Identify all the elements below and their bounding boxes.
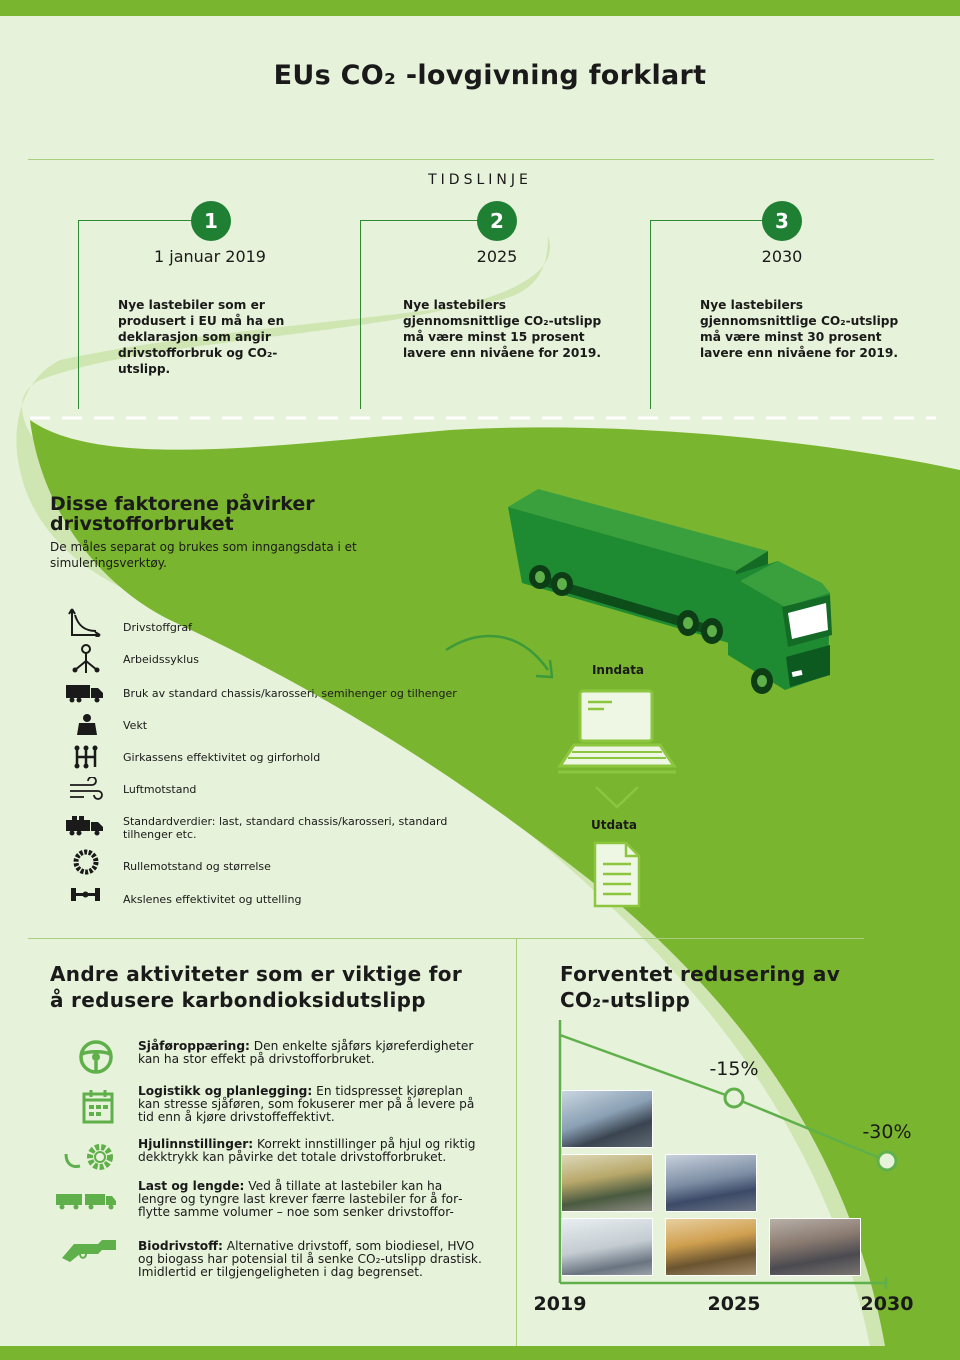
activity-body: Alternative drivstoff, som biodiesel, HVO og biogass har potensial til å senke CO₂-utslipp drastisk. Imidlertid er tilgjengeligheten i dag begrenset. (138, 1239, 482, 1279)
wind-icon (68, 777, 104, 803)
factor-label: Girkassens effektivitet og girforhold (123, 751, 321, 764)
list-item (50, 1084, 490, 1132)
factor-label: Bruk av standard chassis/karosseri, semihenger og tilhenger (123, 687, 457, 700)
calendar-icon (82, 1088, 114, 1124)
reduction-chart (530, 1015, 940, 1335)
activity-body: Den enkelte sjåførs kjøreferdigheter kan ha stor effekt på drivstofforbruket. (138, 1039, 474, 1066)
step-number-2: 2 (477, 201, 517, 241)
step-date-2: 2025 (476, 247, 518, 266)
page-title: EUs CO₂ -lovgivning forklart (273, 60, 707, 91)
chevron-down-icon (594, 785, 640, 811)
x-tick-label: 2025 (707, 1293, 761, 1315)
data-point (878, 1152, 896, 1170)
factors-title: Disse faktorene påvirker drivstofforbruket (50, 493, 315, 535)
step-text-2: Nye lastebilers gjennomsnittlige CO₂-utslipp må være minst 15 prosent lavere enn nivåene for 2019. (403, 298, 602, 360)
factor-label: Akslenes effektivitet og uttelling (123, 893, 302, 906)
truck-icon (66, 683, 104, 703)
factor-label: Arbeidssyklus (123, 653, 199, 666)
timeline-label: TIDSLINJE (428, 172, 532, 188)
factor-label: Rullemotstand og størrelse (123, 860, 271, 873)
steering-wheel-icon (78, 1039, 114, 1075)
data-label: -30% (862, 1121, 912, 1143)
step-number-3: 3 (762, 201, 802, 241)
activity-body: En tidspresset kjøreplan kan stresse sjåføren, som fokuserer mer på å levere på tid enn å kjøre drivstoffeffektivt. (138, 1084, 475, 1124)
activity-heading: Sjåføroppæring: (138, 1039, 250, 1053)
list-item (66, 777, 466, 803)
step-number-1: 1 (191, 201, 231, 241)
data-label: -15% (709, 1058, 759, 1080)
input-label: Inndata (591, 663, 645, 677)
x-tick-label: 2030 (860, 1293, 914, 1315)
list-item (50, 1138, 490, 1178)
factors-subtitle: De måles separat og brukes som inngangsdata i et simuleringsverktøy. (50, 540, 357, 570)
activity-text (138, 1240, 483, 1279)
gearshift-icon (74, 745, 100, 769)
step-text-1: Nye lastebiler som er produsert i EU må ha en deklarasjon som angir drivstofforbruk og CO₂-utslipp. (118, 298, 285, 376)
list-item (66, 745, 466, 771)
x-tick-label: 2019 (533, 1293, 587, 1315)
factor-label: Luftmotstand (123, 783, 197, 796)
activities-title: Andre aktiviteter som er viktige for å redusere karbondioksidutslipp (50, 962, 463, 1012)
data-point (725, 1089, 743, 1107)
route-icon (69, 643, 103, 675)
document-icon (592, 840, 642, 910)
axle-icon (70, 885, 102, 905)
truck-load-icon (66, 815, 104, 837)
list-item (66, 681, 466, 707)
activity-text (138, 1138, 483, 1164)
list-item (66, 811, 466, 843)
tyre-icon (73, 849, 99, 875)
activity-list (50, 1036, 490, 1286)
list-item (50, 1180, 490, 1228)
reduction-title: Forventet redusering av CO₂-utslipp (560, 962, 841, 1012)
activity-text (138, 1180, 483, 1219)
activity-body: Korrekt innstillinger på hjul og riktig dekktrykk kan påvirke det totale drivstofforbruket. (138, 1137, 476, 1164)
wrench-gear-icon (64, 1140, 116, 1174)
activity-heading: Logistikk og planlegging: (138, 1084, 313, 1098)
activity-heading: Last og lengde: (138, 1179, 245, 1193)
laptop-icon (556, 688, 678, 776)
weight-icon (76, 713, 98, 737)
factor-label: Standardverdier: last, standard chassis/karosseri, standard tilhenger etc. (123, 815, 448, 841)
divider (28, 938, 864, 939)
output-label: Utdata (590, 818, 637, 832)
list-item (66, 643, 466, 675)
activity-body: Ved å tillate at lastebiler kan ha lengre og tyngre last krever færre lastebiler for å forflytte samme volumer – noe som senker drivstoffor- (138, 1179, 463, 1219)
graph-icon (68, 607, 102, 637)
divider (28, 159, 934, 160)
list-item (50, 1234, 490, 1282)
vertical-divider (516, 938, 517, 1346)
step-date-1: 1 januar 2019 (154, 247, 266, 266)
list-item (66, 849, 466, 875)
list-item (66, 883, 466, 909)
activity-heading: Hjulinnstillinger: (138, 1137, 254, 1151)
bottom-bar (0, 1346, 960, 1360)
step-text-3: Nye lastebilers gjennomsnittlige CO₂-utslipp må være minst 30 prosent lavere enn nivåene for 2019. (700, 298, 899, 360)
activity-heading: Biodrivstoff: (138, 1239, 223, 1253)
list-item (50, 1036, 490, 1076)
step-date-3: 2030 (761, 247, 803, 266)
fuel-nozzle-icon (58, 1234, 120, 1264)
list-item (66, 605, 466, 637)
truck-trailer-icon (56, 1190, 116, 1212)
activity-text (138, 1085, 483, 1124)
factor-label: Drivstoffgraf (123, 621, 193, 634)
timeline-dashed-line (0, 410, 960, 426)
activity-text (138, 1040, 483, 1066)
factor-label: Vekt (123, 719, 148, 732)
list-item (66, 713, 466, 739)
top-bar (0, 0, 960, 16)
